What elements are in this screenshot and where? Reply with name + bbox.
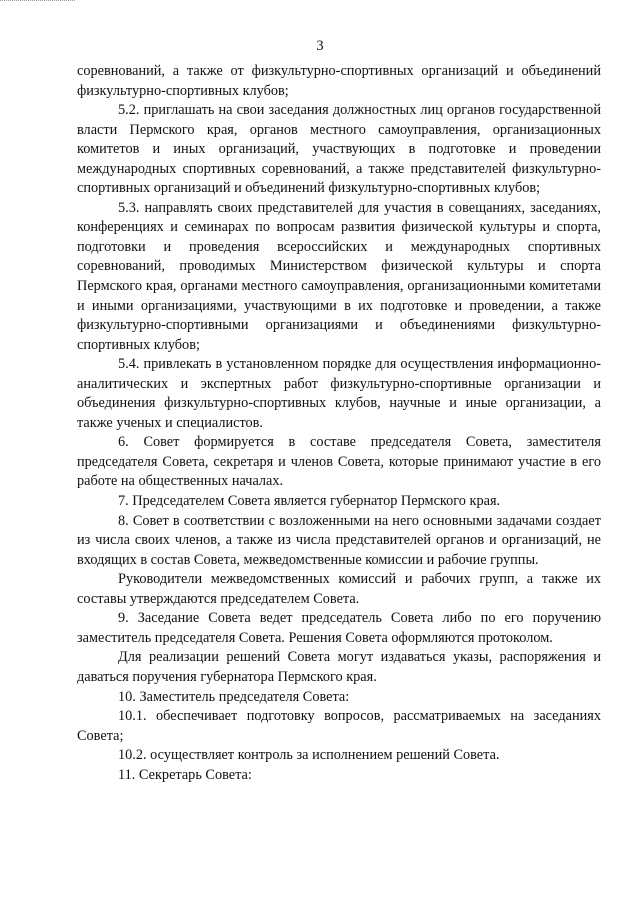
paragraph-7: 7. Председателем Совета является губернатор Пермского края.	[118, 493, 501, 510]
paragraph-8-heads: Руководители межведомственных комиссий и рабочих групп, а также их составы утверждаются председателем Совета.	[77, 571, 601, 607]
paragraph-9-decisions: Для реализации решений Совета могут издаваться указы, распоряжения и даваться поручения губернатора Пермского края.	[77, 649, 601, 685]
paragraph-5-4: 5.4. привлекать в установленном порядке для осуществления информационно-аналитических и экспертных работ физкультурно-спортивные организации и объединения физкультурно-спортивных клубов, научные и иные организации, а также ученых и специалистов.	[77, 356, 601, 431]
paragraph-5-2: 5.2. приглашать на свои заседания должностных лиц органов государственной власти Пермского края, органов местного самоуправления, организационных комитетов и иных организаций, участвующих в подготовке и проведении международных спортивных соревнований, а также представителей физкультурно-спортивных организаций и объединений физкультурно-спортивных клубов;	[77, 102, 601, 197]
paragraph-continuation: соревнований, а также от физкультурно-спортивных организаций и объединений физкультурно-спортивных клубов;	[77, 63, 601, 99]
paragraph-11: 11. Секретарь Совета:	[118, 766, 252, 783]
document-body	[77, 62, 601, 785]
paragraph-10: 10. Заместитель председателя Совета:	[118, 688, 350, 705]
paragraph-9: 9. Заседание Совета ведет председатель Совета либо по его поручению заместитель председателя Совета. Решения Совета оформляются протоколом.	[77, 610, 601, 646]
paragraph-10-1: 10.1. обеспечивает подготовку вопросов, рассматриваемых на заседаниях Совета;	[77, 708, 601, 744]
paragraph-6: 6. Совет формируется в составе председателя Совета, заместителя председателя Совета, секретаря и членов Совета, которые принимают участие в его работе на общественных началах.	[77, 434, 601, 490]
paragraph-10-2: 10.2. осуществляет контроль за исполнением решений Совета.	[118, 747, 500, 764]
paragraph-5-3: 5.3. направлять своих представителей для участия в совещаниях, заседаниях, конференциях и семинарах по вопросам развития физической культуры и спорта, подготовки и проведения всероссийских и международных спортивных соревнований, проводимых Министерством физической культуры и спорта Пермского края, органами местного самоуправления, организационными комитетами и иными организациями, участвующими в их подготовке и проведении, а также физкультурно-спортивными организациями и объединениями физкультурно-спортивных клубов;	[77, 199, 601, 353]
page-number: 3	[316, 38, 324, 54]
scan-edge-mark	[0, 0, 75, 4]
paragraph-8: 8. Совет в соответствии с возложенными на него основными задачами создает из числа своих членов, а также из числа представителей органов и организаций, не входящих в состав Совета, межведомственные комиссии и рабочие группы.	[77, 512, 601, 568]
